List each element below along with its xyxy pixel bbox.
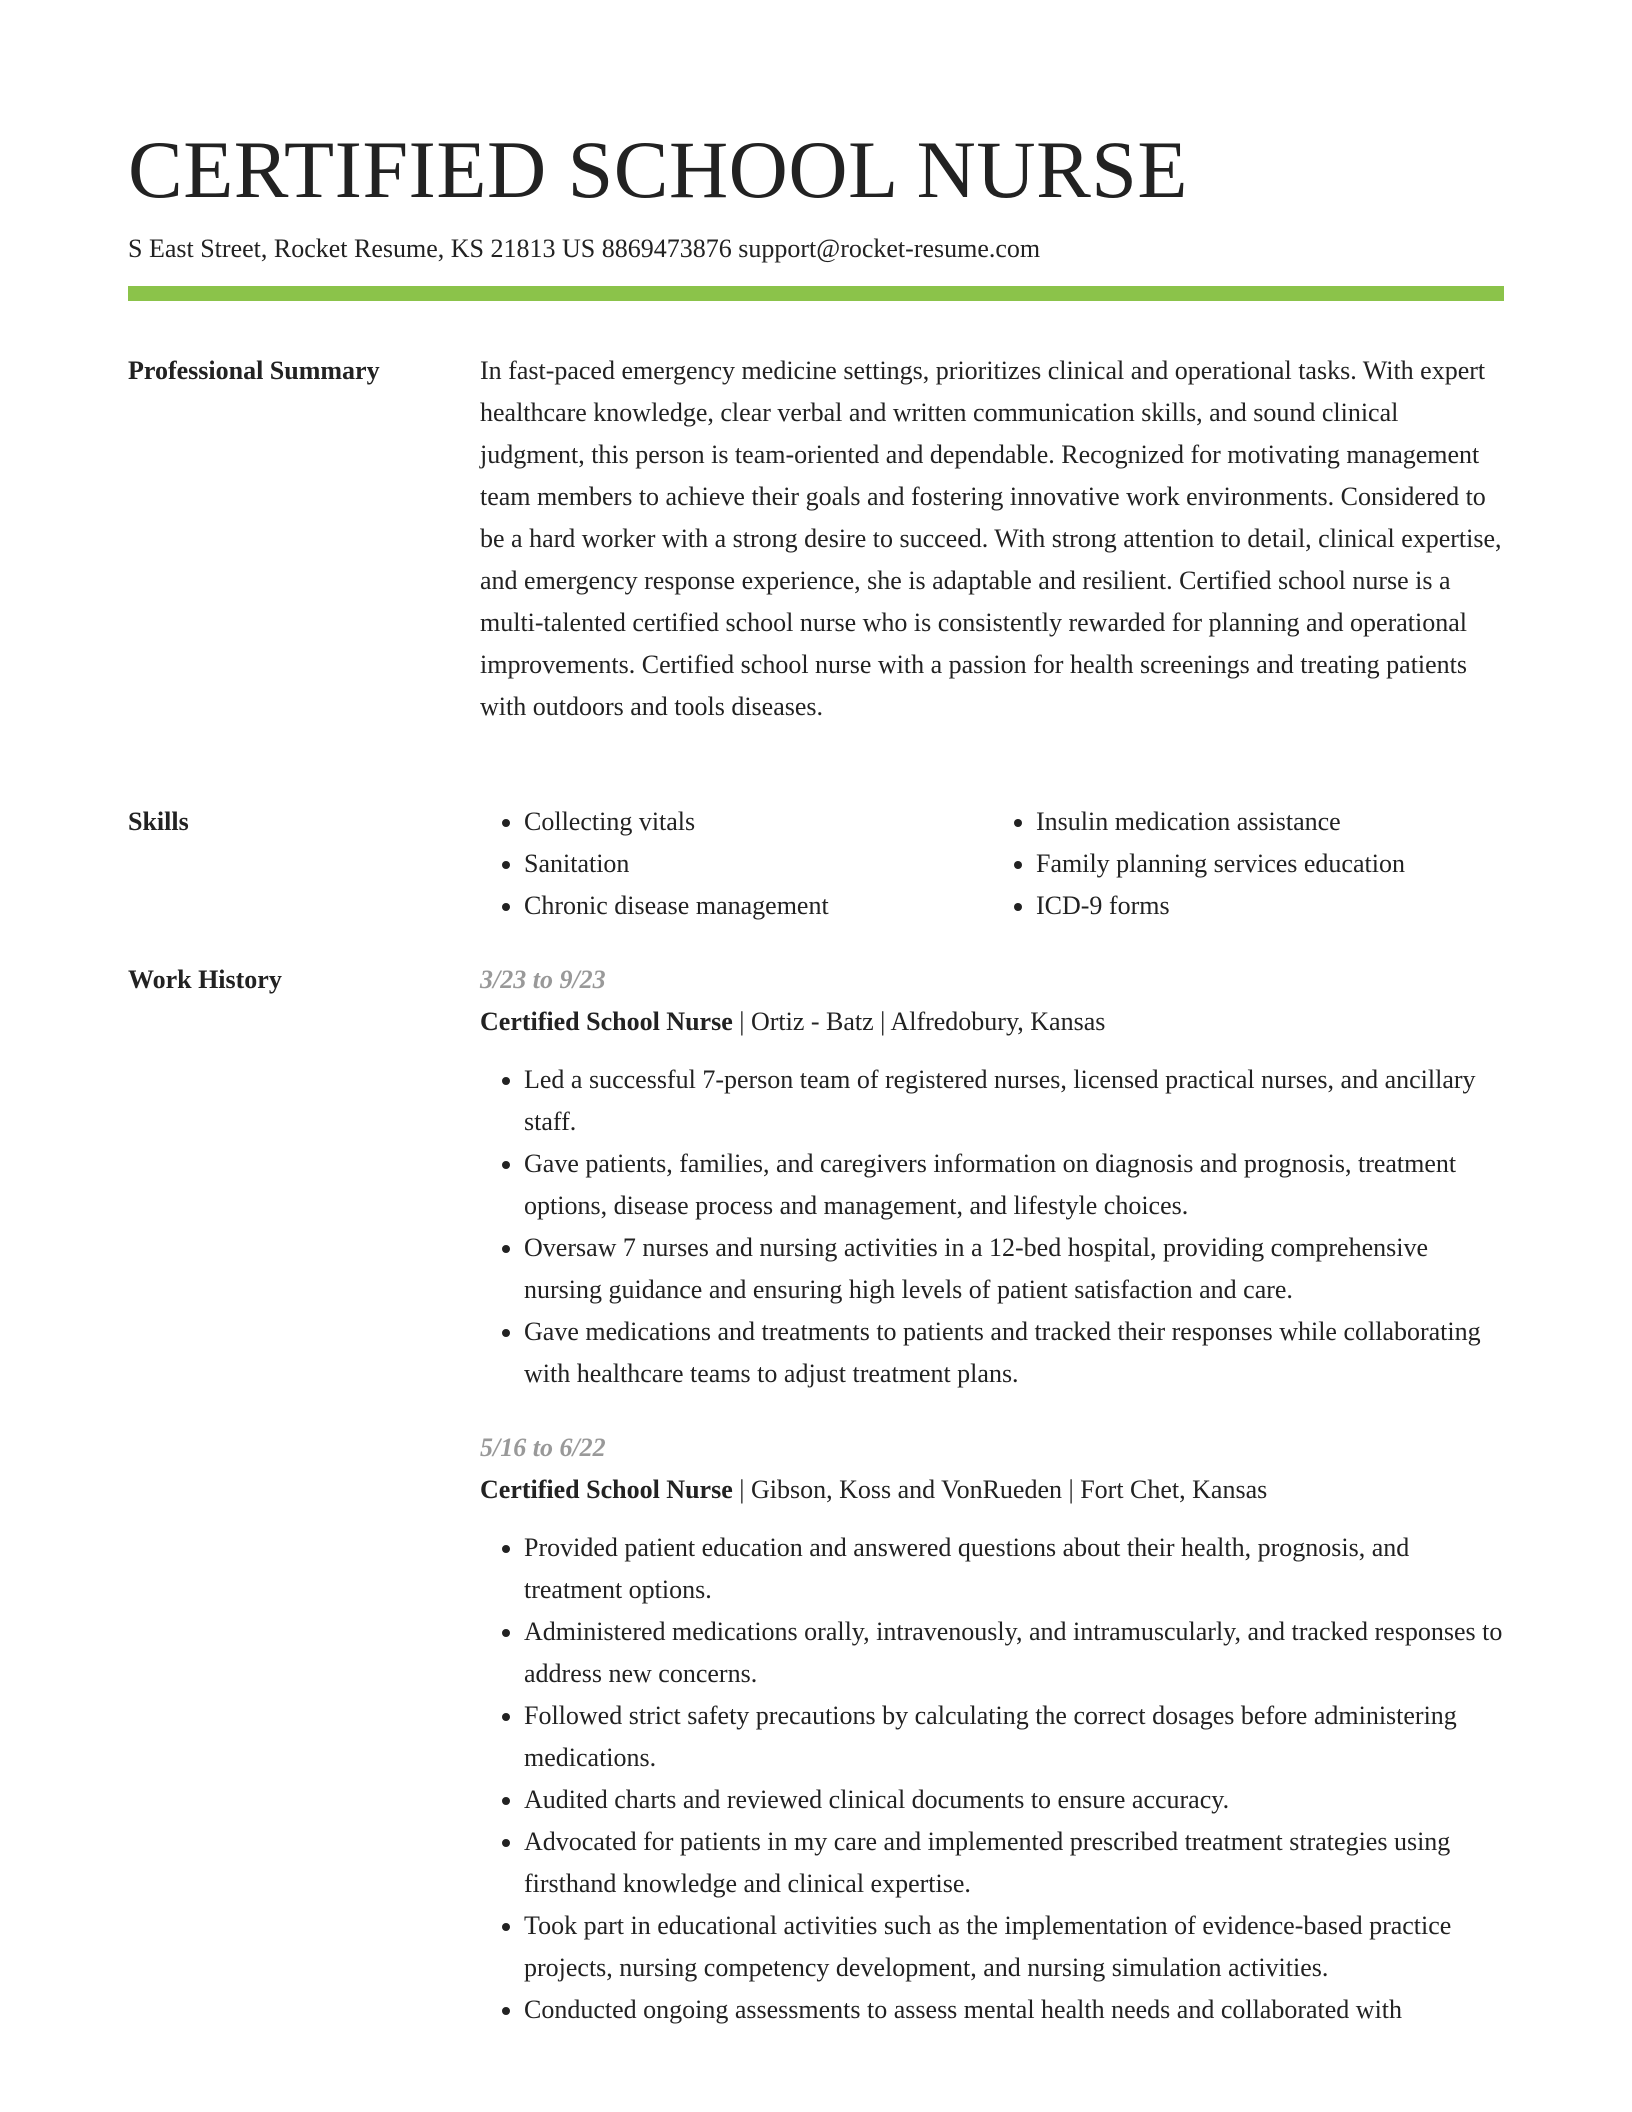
job-details: | Gibson, Koss and VonRueden | Fort Chet, Kansas xyxy=(732,1475,1268,1504)
skill-item: • Family planning services education xyxy=(1036,843,1504,885)
summary-body xyxy=(480,350,1504,728)
job-title: Certified School Nurse xyxy=(480,1475,733,1504)
job-heading xyxy=(480,1469,1504,1511)
job-bullet: • Took part in educational activities such as the implementation of evidence-based practice projects, nursing competency development, and nursing simulation activities. xyxy=(524,1905,1504,1989)
job-heading xyxy=(480,1001,1504,1043)
skill-item: • Chronic disease management xyxy=(524,885,992,927)
skill-item: • ICD-9 forms xyxy=(1036,885,1504,927)
summary-label: Professional Summary xyxy=(128,356,380,385)
job-dates: 3/23 to 9/23 xyxy=(480,965,606,994)
job-bullet-list xyxy=(480,1059,1504,1395)
job-bullet: • Provided patient education and answered questions about their health, prognosis, and treatment options. xyxy=(524,1527,1504,1611)
work-label: Work History xyxy=(128,965,282,994)
job-title: Certified School Nurse xyxy=(480,1007,733,1036)
skill-item: • Collecting vitals xyxy=(524,801,992,843)
job-bullet: • Led a successful 7-person team of registered nurses, licensed practical nurses, and ancillary staff. xyxy=(524,1059,1504,1143)
skills-body xyxy=(480,801,1504,927)
header-divider xyxy=(128,286,1504,301)
job-bullet: • Gave patients, families, and caregivers information on diagnosis and prognosis, treatment options, disease process and management, and lifestyle choices. xyxy=(524,1143,1504,1227)
job-bullet: • Advocated for patients in my care and implemented prescribed treatment strategies using firsthand knowledge and clinical expertise. xyxy=(524,1821,1504,1905)
skill-item: • Sanitation xyxy=(524,843,992,885)
job-bullet: • Conducted ongoing assessments to assess mental health needs and collaborated with xyxy=(524,1989,1504,2031)
job-entry xyxy=(480,959,1504,1395)
skills-columns xyxy=(480,801,1504,927)
job-details: | Ortiz - Batz | Alfredobury, Kansas xyxy=(732,1007,1106,1036)
skill-item: • Insulin medication assistance xyxy=(1036,801,1504,843)
job-bullet: • Gave medications and treatments to patients and tracked their responses while collaborating with healthcare teams to adjust treatment plans. xyxy=(524,1311,1504,1395)
job-bullet: • Administered medications orally, intravenously, and intramuscularly, and tracked responses to address new concerns. xyxy=(524,1611,1504,1695)
summary-text: In fast-paced emergency medicine settings, prioritizes clinical and operational tasks. With expert healthcare knowledge, clear verbal and written communication skills, and sound clinical judgment, this person is team-oriented and dependable. Recognized for motivating management team members to achieve their goals and fostering innovative work environments. Considered to be a hard worker with a strong desire to succeed. With strong attention to detail, clinical expertise, and emergency response experience, she is adaptable and resilient. Certified school nurse is a multi-talented certified school nurse who is consistently rewarded for planning and operational improvements. Certified school nurse with a passion for health screenings and treating patients with outdoors and tools diseases. xyxy=(480,356,1502,721)
job-bullet: • Audited charts and reviewed clinical documents to ensure accuracy. xyxy=(524,1779,1504,1821)
work-body xyxy=(480,959,1504,2063)
job-bullet-list xyxy=(480,1527,1504,2031)
job-dates: 5/16 to 6/22 xyxy=(480,1433,606,1462)
skills-list-left xyxy=(480,801,992,927)
job-bullet: • Oversaw 7 nurses and nursing activities in a 12-bed hospital, providing comprehensive nursing guidance and ensuring high levels of patient satisfaction and care. xyxy=(524,1227,1504,1311)
job-bullet: • Followed strict safety precautions by calculating the correct dosages before administering medications. xyxy=(524,1695,1504,1779)
page-title: CERTIFIED SCHOOL NURSE xyxy=(128,124,1188,215)
contact-line: S East Street, Rocket Resume, KS 21813 US 8869473876 support@rocket-resume.com xyxy=(128,234,1041,263)
skills-list-right xyxy=(992,801,1504,927)
job-entry xyxy=(480,1427,1504,2031)
skills-label: Skills xyxy=(128,807,189,836)
